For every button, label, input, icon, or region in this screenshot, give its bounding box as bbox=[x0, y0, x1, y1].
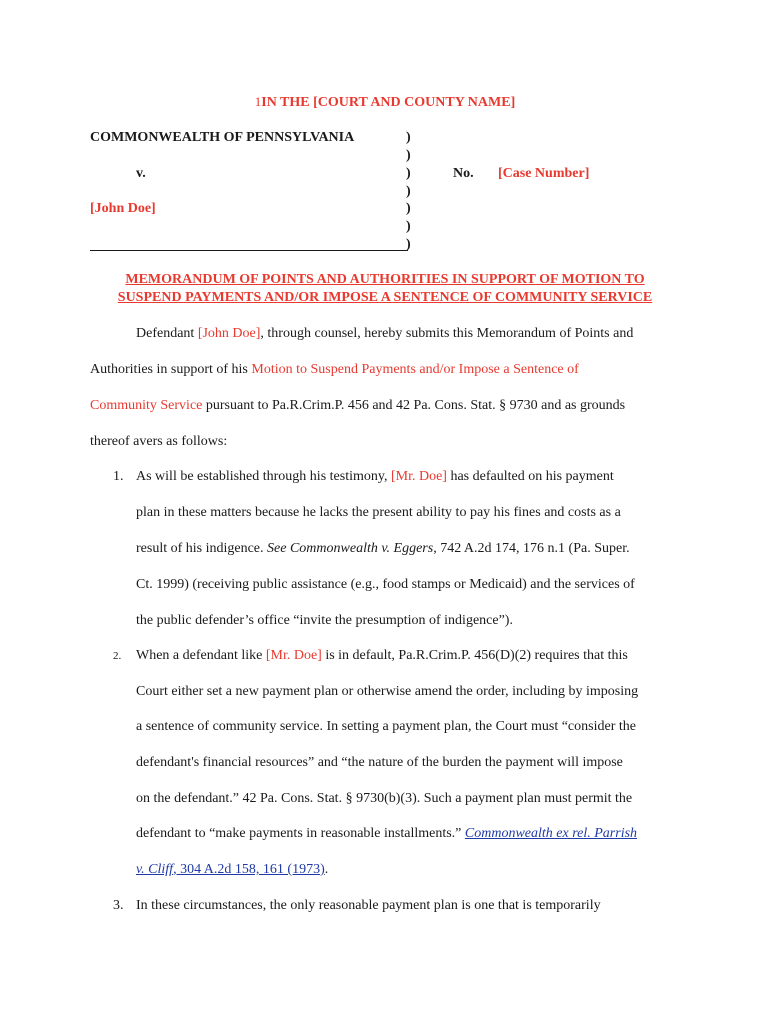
citation-link[interactable] bbox=[136, 862, 325, 877]
caption-paren: ) bbox=[406, 201, 411, 216]
item-2-line: defendant's financial resources” and “the nature of the burden the payment will impose bbox=[136, 755, 623, 770]
text: v. Cliff bbox=[136, 862, 174, 877]
item-2-line bbox=[136, 648, 628, 664]
item-number: 2. bbox=[113, 650, 122, 662]
court-title bbox=[0, 94, 770, 111]
caption-paren: ) bbox=[406, 237, 411, 252]
text: pursuant to Pa.R.Crim.P. 456 and 42 Pa. Cons. Stat. § 9730 and as grounds bbox=[202, 398, 626, 413]
defendant-name: [John Doe] bbox=[90, 201, 156, 216]
text: . bbox=[324, 862, 329, 877]
memo-title-line-2: SUSPEND PAYMENTS AND/OR IMPOSE A SENTENCE OF COMMUNITY SERVICE bbox=[117, 290, 653, 305]
memo-title-line-1: MEMORANDUM OF POINTS AND AUTHORITIES IN SUPPORT OF MOTION TO bbox=[125, 272, 645, 287]
intro-line: thereof avers as follows: bbox=[90, 434, 228, 449]
name-placeholder: [Mr. Doe] bbox=[265, 648, 322, 663]
court-name: IN THE [COURT AND COUNTY NAME] bbox=[261, 95, 516, 110]
name-placeholder: [Mr. Doe] bbox=[390, 469, 447, 484]
case-number-label: No. bbox=[453, 166, 474, 181]
text: As will be established through his testimony, bbox=[136, 469, 391, 484]
item-1-line: the public defender’s office “invite the presumption of indigence”). bbox=[136, 613, 513, 628]
text: When a defendant like bbox=[136, 648, 266, 663]
text: has defaulted on his payment bbox=[446, 469, 614, 484]
caption-paren: ) bbox=[406, 166, 411, 181]
case-number: [Case Number] bbox=[498, 166, 590, 181]
text: , 742 A.2d 174, 176 n.1 (Pa. Super. bbox=[433, 541, 630, 556]
text: Defendant bbox=[136, 326, 198, 341]
item-3-line: In these circumstances, the only reasonable payment plan is one that is temporarily bbox=[136, 898, 601, 913]
text: is in default, Pa.R.Crim.P. 456(D)(2) requires that this bbox=[321, 648, 628, 663]
text: , 304 A.2d 158, 161 (1973) bbox=[173, 862, 325, 877]
item-number: 3. bbox=[113, 898, 124, 913]
text: defendant to “make payments in reasonable installments.” bbox=[136, 826, 465, 841]
intro-line bbox=[90, 362, 579, 378]
motion-placeholder: Community Service bbox=[90, 398, 203, 413]
item-1-line: Ct. 1999) (receiving public assistance (e.g., food stamps or Medicaid) and the services of bbox=[136, 577, 635, 592]
defendant-placeholder: [John Doe] bbox=[197, 326, 261, 341]
caption-paren: ) bbox=[406, 219, 411, 234]
caption-paren: ) bbox=[406, 148, 411, 163]
item-1-line bbox=[136, 541, 630, 557]
item-1-line: plan in these matters because he lacks the present ability to pay his fines and costs as a bbox=[136, 505, 621, 520]
text: , through counsel, hereby submits this Memorandum of Points and bbox=[260, 326, 634, 341]
case-citation: See Commonwealth v. Eggers bbox=[267, 541, 434, 556]
text: result of his indigence. bbox=[136, 541, 268, 556]
item-2-line: on the defendant.” 42 Pa. Cons. Stat. § 9730(b)(3). Such a payment plan must permit the bbox=[136, 791, 633, 806]
item-2-line bbox=[136, 862, 328, 878]
plaintiff-name: COMMONWEALTH OF PENNSYLVANIA bbox=[90, 130, 355, 145]
intro-line bbox=[90, 398, 625, 414]
footnote-marker: 1 bbox=[254, 94, 262, 109]
item-2-line: a sentence of community service. In setting a payment plan, the Court must “consider the bbox=[136, 719, 636, 734]
versus-label: v. bbox=[136, 166, 146, 181]
item-2-line: Court either set a new payment plan or otherwise amend the order, including by imposing bbox=[136, 684, 639, 699]
item-1-line bbox=[136, 469, 614, 485]
citation-link[interactable]: Commonwealth ex rel. Parrish bbox=[464, 826, 638, 841]
caption-rule bbox=[90, 250, 408, 251]
motion-placeholder: Motion to Suspend Payments and/or Impose a Sentence of bbox=[251, 362, 579, 377]
item-number: 1. bbox=[113, 469, 124, 484]
caption-paren: ) bbox=[406, 130, 411, 145]
text: Authorities in support of his bbox=[90, 362, 252, 377]
intro-line bbox=[136, 326, 633, 342]
item-2-line bbox=[136, 826, 637, 842]
caption-paren: ) bbox=[406, 184, 411, 199]
